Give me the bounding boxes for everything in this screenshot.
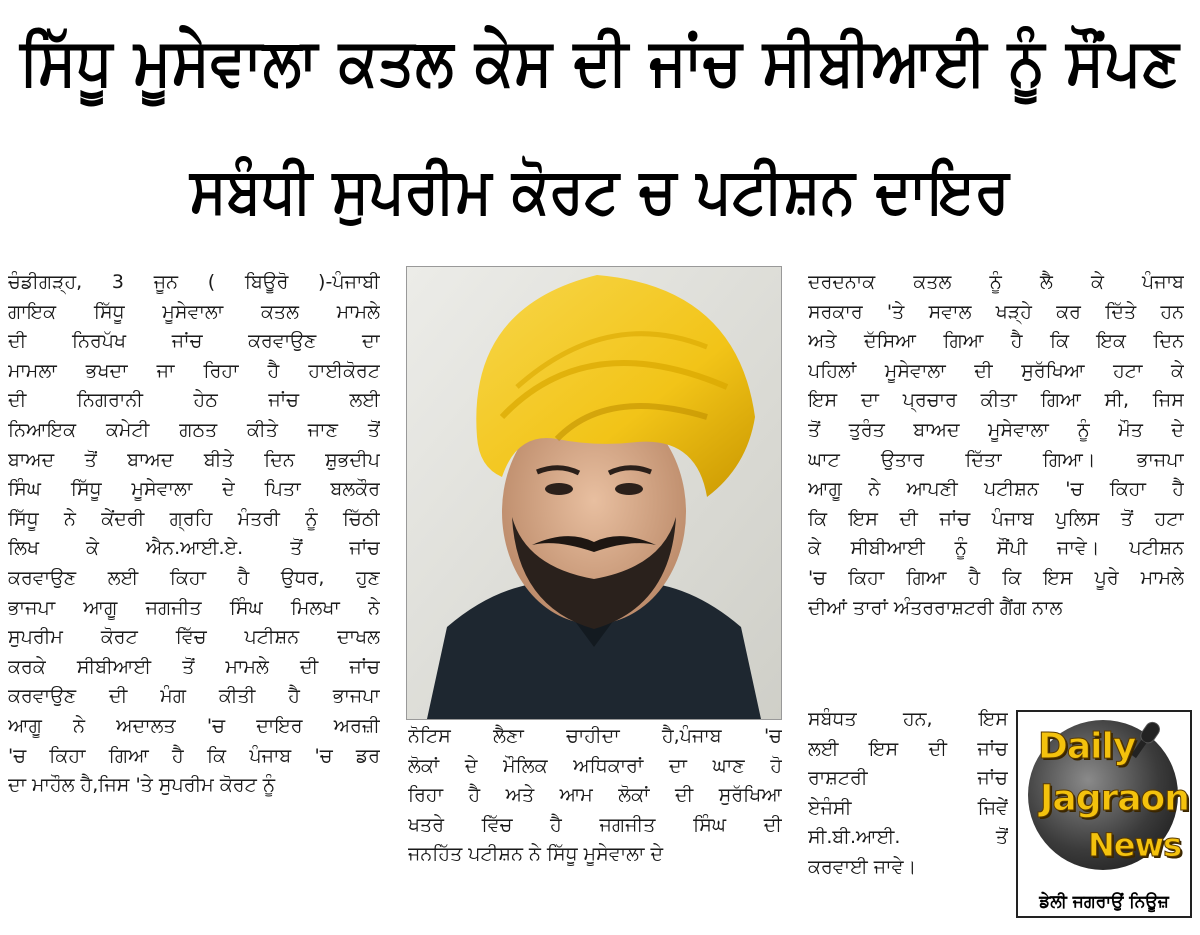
- article-line: ਘਾਟ ਉਤਾਰ ਦਿੱਤਾ ਗਿਆ। ਭਾਜਪਾ: [808, 448, 1184, 471]
- article-line: ਆਗੂ ਨੇ ਅਦਾਲਤ 'ਚ ਦਾਇਰ ਅਰਜ਼ੀ: [8, 714, 380, 737]
- article-line: ਨੋਟਿਸ ਲੈਣਾ ਚਾਹੀਦਾ ਹੈ,ਪੰਜਾਬ 'ਚ: [408, 725, 782, 747]
- article-line: ਕਰਵਾਉਣ ਦੀ ਮੰਗ ਕੀਤੀ ਹੈ ਭਾਜਪਾ: [8, 685, 380, 708]
- article-line: ਰਾਸ਼ਟਰੀ ਜਾਂਚ: [808, 767, 1008, 790]
- daily-jagraon-news-logo: [1016, 710, 1192, 918]
- article-line: 'ਚ ਕਿਹਾ ਗਿਆ ਹੈ ਕਿ ਇਸ ਪੂਰੇ ਮਾਮਲੇ: [808, 566, 1184, 589]
- article-line: ਸੁਪਰੀਮ ਕੋਰਟ ਵਿੱਚ ਪਟੀਸ਼ਨ ਦਾਖਲ: [8, 626, 380, 649]
- article-column-right-bottom: [808, 705, 1008, 883]
- article-line: ਦੀਆਂ ਤਾਰਾਂ ਅੰਤਰਰਾਸ਼ਟਰੀ ਗੈਂਗ ਨਾਲ: [808, 596, 1063, 619]
- article-line: ਸਰਕਾਰ 'ਤੇ ਸਵਾਲ ਖੜ੍ਹੇ ਕਰ ਦਿੱਤੇ ਹਨ: [808, 300, 1184, 323]
- article-photo: [406, 266, 782, 720]
- headline-line-1: ਸਿੱਧੂ ਮੂਸੇਵਾਲਾ ਕਤਲ ਕੇਸ ਦੀ ਜਾਂਚ ਸੀਬੀਆਈ ਨੂੰ ਸੌਂਪਣ: [20, 24, 1180, 101]
- logo-word-daily: Daily: [1038, 726, 1136, 767]
- article-line: ਦਰਦਨਾਕ ਕਤਲ ਨੂੰ ਲੈ ਕੇ ਪੰਜਾਬ: [808, 271, 1184, 293]
- article-line: ਆਗੂ ਨੇ ਆਪਣੀ ਪਟੀਸ਼ਨ 'ਚ ਕਿਹਾ ਹੈ: [808, 478, 1184, 501]
- article-line: ਇਸ ਦਾ ਪ੍ਰਚਾਰ ਕੀਤਾ ਗਿਆ ਸੀ, ਜਿਸ: [808, 389, 1184, 412]
- article-line: ਖਤਰੇ ਵਿੱਚ ਹੈ ਜਗਜੀਤ ਸਿੰਘ ਦੀ: [408, 813, 782, 836]
- article-line: ਨਿਆਇਕ ਕਮੇਟੀ ਗਠਤ ਕੀਤੇ ਜਾਣ ਤੋਂ: [8, 418, 380, 441]
- article-line: ਅਤੇ ਦੱਸਿਆ ਗਿਆ ਹੈ ਕਿ ਇਕ ਦਿਨ: [808, 330, 1184, 353]
- article-line: ਭਾਜਪਾ ਆਗੂ ਜਗਜੀਤ ਸਿੰਘ ਮਿਲਖਾ ਨੇ: [8, 596, 380, 619]
- portrait-illustration: [407, 267, 781, 719]
- article-line: ਪਹਿਲਾਂ ਮੂਸੇਵਾਲਾ ਦੀ ਸੁਰੱਖਿਆ ਹਟਾ ਕੇ: [808, 359, 1184, 382]
- article-line: ਮਾਮਲਾ ਭਖਦਾ ਜਾ ਰਿਹਾ ਹੈ ਹਾਈਕੋਰਟ: [8, 359, 380, 382]
- article-line: ਸਿੱਧੂ ਨੇ ਕੇਂਦਰੀ ਗ੍ਰਹਿ ਮੰਤਰੀ ਨੂੰ ਚਿੱਠੀ: [8, 507, 380, 530]
- article-line: 'ਚ ਕਿਹਾ ਗਿਆ ਹੈ ਕਿ ਪੰਜਾਬ 'ਚ ਡਰ: [8, 744, 380, 767]
- article-line: ਰਿਹਾ ਹੈ ਅਤੇ ਆਮ ਲੋਕਾਂ ਦੀ ਸੁਰੱਖਿਆ: [408, 784, 782, 807]
- headline-line-2: ਸਬੰਧੀ ਸੁਪਰੀਮ ਕੋਰਟ ਚ ਪਟੀਸ਼ਨ ਦਾਇਰ: [190, 154, 1010, 228]
- article-line: ਸਬੰਧਤ ਹਨ, ਇਸ: [808, 708, 1008, 730]
- article-column-middle: [408, 722, 782, 870]
- article-line: ਲੋਕਾਂ ਦੇ ਮੌਲਿਕ ਅਧਿਕਾਰਾਂ ਦਾ ਘਾਣ ਹੋ: [408, 754, 782, 777]
- article-line: ਲਈ ਇਸ ਦੀ ਜਾਂਚ: [808, 737, 1008, 760]
- logo-word-jagraon: Jagraon: [1040, 778, 1189, 819]
- article-line: ਏਜੰਸੀ ਜਿਵੇਂ: [808, 796, 1008, 819]
- article-line: ਬਾਅਦ ਤੋਂ ਬਾਅਦ ਬੀਤੇ ਦਿਨ ਸ਼ੁਭਦੀਪ: [8, 448, 380, 471]
- article-line: ਸਿੰਘ ਸਿੱਧੂ ਮੂਸੇਵਾਲਾ ਦੇ ਪਿਤਾ ਬਲਕੌਰ: [8, 478, 380, 501]
- article-line: ਦੀ ਨਿਰਪੱਖ ਜਾਂਚ ਕਰਵਾਉਣ ਦਾ: [8, 330, 380, 353]
- logo-subtitle: ਡੇਲੀ ਜਗਰਾਉਂ ਨਿਊਜ਼: [1039, 892, 1169, 912]
- logo-word-news: News: [1088, 826, 1182, 864]
- article-line: ਕੇ ਸੀਬੀਆਈ ਨੂੰ ਸੌਂਪੀ ਜਾਵੇ। ਪਟੀਸ਼ਨ: [808, 537, 1184, 560]
- article-line: ਕਰਵਾਈ ਜਾਵੇ।: [808, 855, 917, 878]
- article-line: ਸੀ.ਬੀ.ਆਈ. ਤੋਂ: [808, 826, 1008, 849]
- article-line: ਗਾਇਕ ਸਿੱਧੂ ਮੂਸੇਵਾਲਾ ਕਤਲ ਮਾਮਲੇ: [8, 300, 380, 323]
- article-column-left: [8, 268, 380, 801]
- article-line: ਤੋਂ ਤੁਰੰਤ ਬਾਅਦ ਮੂਸੇਵਾਲਾ ਨੂੰ ਮੌਤ ਦੇ: [808, 418, 1184, 441]
- article-line: ਕਿ ਇਸ ਦੀ ਜਾਂਚ ਪੰਜਾਬ ਪੁਲਿਸ ਤੋਂ ਹਟਾ: [808, 507, 1184, 530]
- article-line: ਜਨਹਿੱਤ ਪਟੀਸ਼ਨ ਨੇ ਸਿੱਧੂ ਮੂਸੇਵਾਲਾ ਦੇ: [408, 843, 664, 866]
- article-line: ਦੀ ਨਿਗਰਾਨੀ ਹੇਠ ਜਾਂਚ ਲਈ: [8, 389, 380, 412]
- article-line: ਕਰਕੇ ਸੀਬੀਆਈ ਤੋਂ ਮਾਮਲੇ ਦੀ ਜਾਂਚ: [8, 655, 380, 678]
- article-line: ਲਿਖ ਕੇ ਐਨ.ਆਈ.ਏ. ਤੋਂ ਜਾਂਚ: [8, 537, 380, 560]
- article-line: ਦਾ ਮਾਹੌਲ ਹੈ,ਜਿਸ 'ਤੇ ਸੁਪਰੀਮ ਕੋਰਟ ਨੂੰ: [8, 774, 276, 797]
- article-line: ਕਰਵਾਉਣ ਲਈ ਕਿਹਾ ਹੈ ਉਧਰ, ਹੁਣ: [8, 566, 380, 589]
- article-line: ਚੰਡੀਗੜ੍ਹ, 3 ਜੂਨ ( ਬਿਊਰੋ )-ਪੰਜਾਬੀ: [8, 271, 380, 293]
- article-column-right: [808, 268, 1184, 623]
